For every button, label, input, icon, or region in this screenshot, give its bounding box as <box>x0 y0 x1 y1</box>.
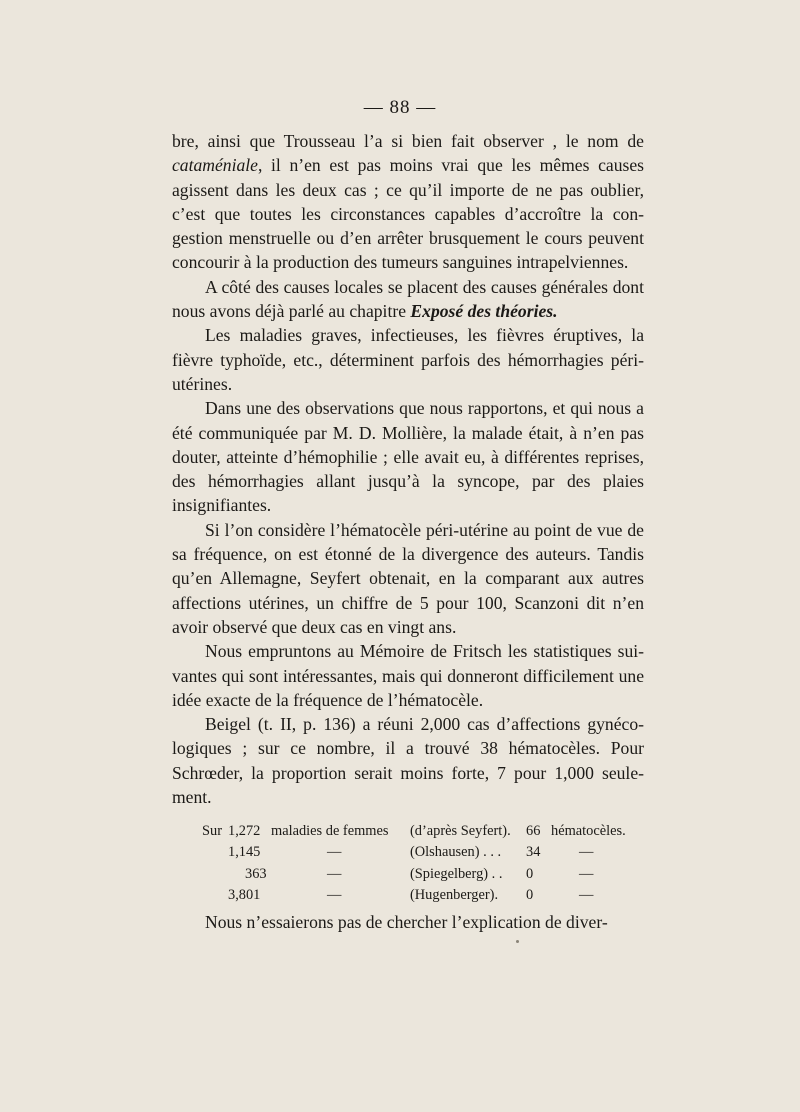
page-number: — 88 — <box>363 97 437 118</box>
stat-source: (d’après Seyfert). <box>410 823 511 839</box>
stat-count: 363 <box>245 865 267 882</box>
closing-line: Nous n’essaierons pas de chercher l’explication de diver- <box>205 912 608 932</box>
stat-ditto-dash: — <box>327 886 342 903</box>
statistics-table <box>202 821 652 906</box>
stat-unit: hématocèles. <box>551 823 626 839</box>
paragraph <box>172 712 644 809</box>
text-run: Dans une des observations que nous rapportons, et qui nous a été communiquée par M. D. Mollière, la malade était, à n’en pas douter, atteinte d’hémophilie ; elle avait eu, à différentes reprises, des hémorrhagies allant jusqu’à la syncope, par des plaies insignifiantes. <box>172 398 644 516</box>
stat-hematoceles: 66 <box>526 823 541 839</box>
text-run: , il n’en est pas moins vrai que les mêmes causes agissent dans les deux cas ; ce qu’il importe de ne pas oublier, c’est que toutes les circonstances capables d’accroître la congestion menstruelle ou d’en arrêter brusquement le cours peuvent concourir à la production des tumeurs sanguines intrapelviennes. <box>172 155 644 273</box>
stat-count: 1,145 <box>228 844 261 861</box>
stat-source: (Hugenberger). <box>410 886 499 903</box>
statistics-row <box>202 885 652 906</box>
emphasis-text: cataméniale <box>172 155 258 176</box>
stat-hematoceles: 0 <box>526 886 534 903</box>
ink-speck <box>516 940 519 943</box>
stat-ditto-dash: — <box>327 865 342 882</box>
stat-count: 1,272 <box>228 823 261 839</box>
emphasis-text: Exposé des théories. <box>410 301 558 322</box>
stat-ditto-dash: — <box>579 886 594 903</box>
body-text <box>172 129 644 809</box>
stat-ditto-dash: — <box>579 865 594 882</box>
statistics-row <box>202 864 652 885</box>
statistics-row <box>202 842 652 863</box>
stat-ditto-dash: — <box>579 844 594 861</box>
text-run: Les maladies graves, infectieuses, les fièvres éruptives, la fièvre typhoïde, etc., déterminent parfois des hémorrhagies péri-utérines. <box>172 325 644 394</box>
stat-label: maladies de femmes <box>271 823 389 839</box>
stat-count: 3,801 <box>228 886 261 903</box>
paragraph <box>172 639 644 712</box>
paragraph <box>172 275 644 324</box>
stat-prefix: Sur <box>202 823 222 839</box>
paragraph <box>172 129 644 275</box>
paragraph <box>172 323 644 396</box>
stat-source: (Spiegelberg) . . <box>410 865 503 882</box>
text-run: Nous empruntons au Mémoire de Fritsch les statistiques suivantes qui sont intéressantes, mais qui donneront difficilement une idée exacte de la fréquence de l’hématocèle. <box>172 641 644 710</box>
text-run: bre, ainsi que Trousseau l’a si bien fait observer , le nom de <box>172 131 644 151</box>
paragraph <box>172 396 644 517</box>
paragraph <box>172 518 644 639</box>
text-run: Beigel (t. II, p. 136) a réuni 2,000 cas d’affections gynécologiques ; sur ce nombre, il a trouvé 38 hématocèles. Pour Schrœder, la proportion serait moins forte, 7 pour 1,000 seulement. <box>172 714 644 808</box>
stat-source: (Olshausen) . . . <box>410 844 502 861</box>
text-run: A côté des causes locales se placent des causes générales dont nous avons déjà parlé au chapitre <box>172 276 644 322</box>
stat-hematoceles: 0 <box>526 865 534 882</box>
stat-hematoceles: 34 <box>526 844 541 861</box>
stat-ditto-dash: — <box>327 844 342 861</box>
text-run: Si l’on considère l’hématocèle péri-utérine au point de vue de sa fréquence, on est étonné de la divergence des auteurs. Tandis qu’en Allemagne, Seyfert obtenait, en la comparant aux autres affections utérines, un chiffre de 5 pour 100, Scanzoni dit n’en avoir observé que deux cas en vingt ans. <box>172 519 644 637</box>
statistics-row <box>202 821 652 842</box>
